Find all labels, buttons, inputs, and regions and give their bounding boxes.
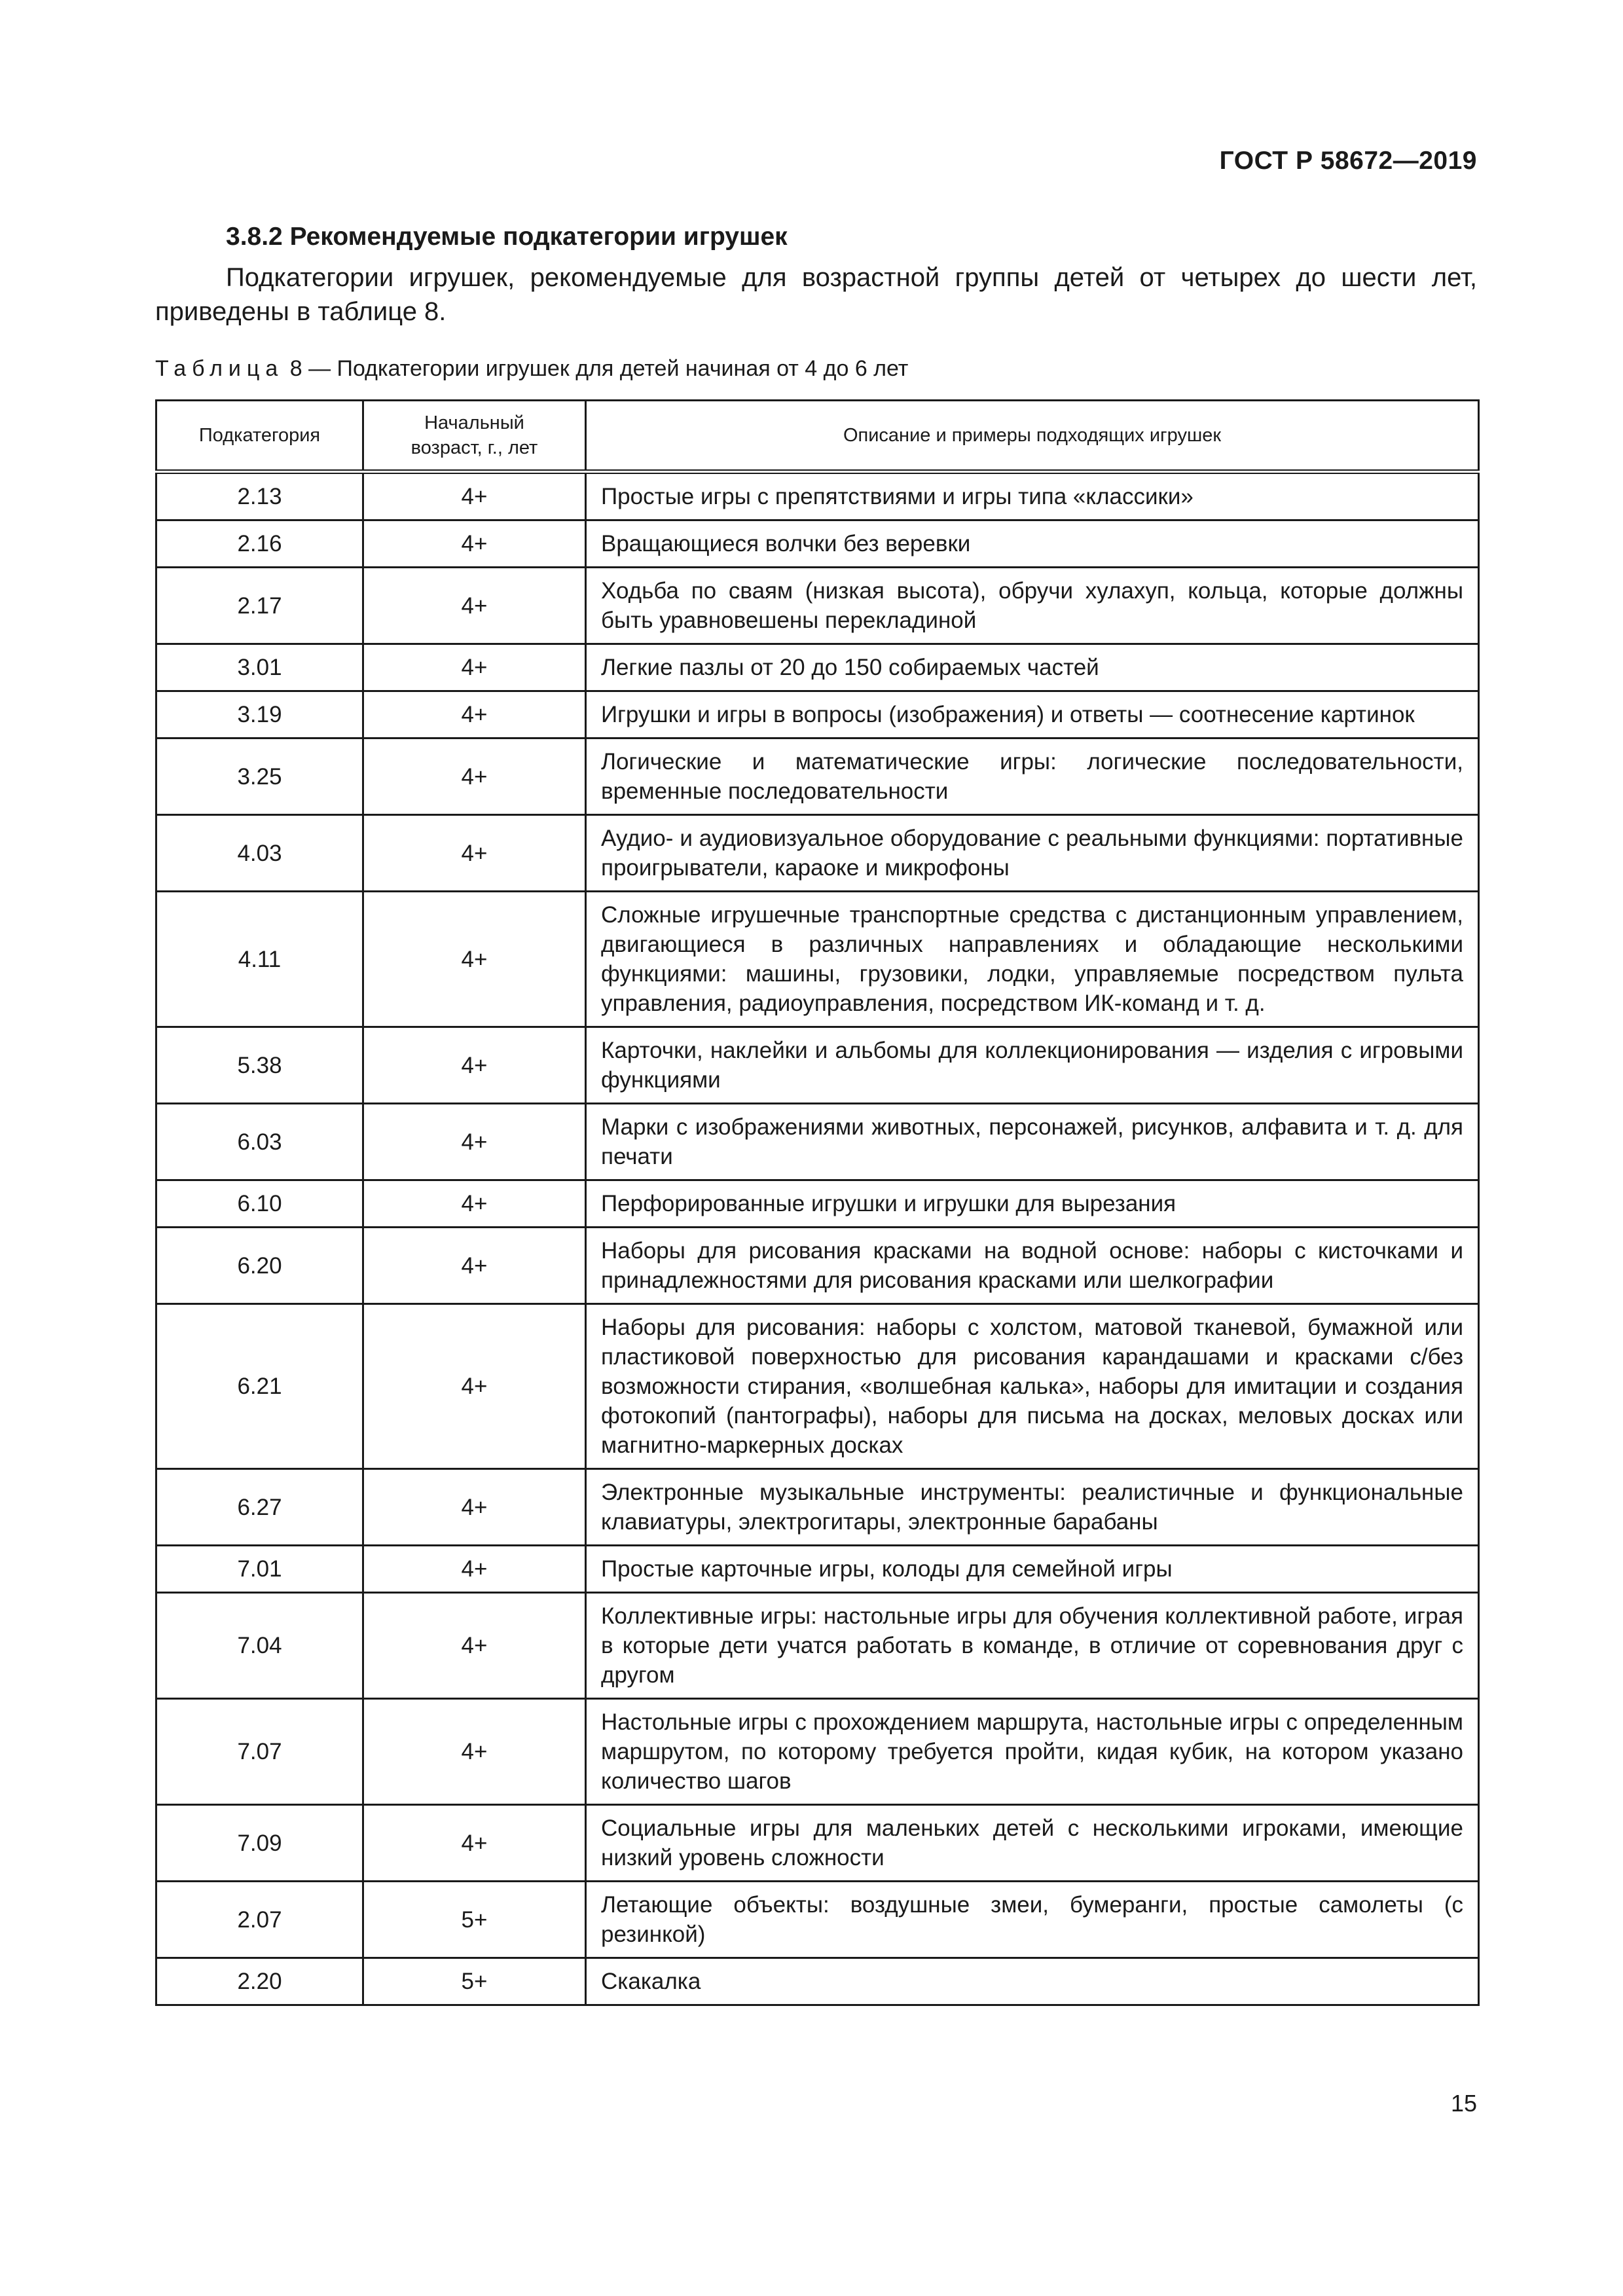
cell-start-age: 4+ [363,815,586,892]
table-row [156,1882,1479,1958]
cell-description: Марки с изображениями животных, персонажей, рисунков, алфавита и т. д. для печати [586,1104,1479,1180]
table-row [156,1304,1479,1469]
table-row [156,1805,1479,1882]
cell-subcategory: 6.27 [156,1469,363,1546]
table-row [156,892,1479,1027]
cell-subcategory: 4.03 [156,815,363,892]
cell-description: Летающие объекты: воздушные змеи, бумеранги, простые самолеты (с резинкой) [586,1882,1479,1958]
table-row [156,1180,1479,1228]
cell-start-age: 5+ [363,1882,586,1958]
table-row [156,1027,1479,1104]
cell-start-age: 4+ [363,1304,586,1469]
table-caption-label: Таблица [155,356,284,381]
cell-subcategory: 3.25 [156,738,363,815]
cell-subcategory: 7.07 [156,1699,363,1805]
cell-start-age: 4+ [363,644,586,691]
cell-subcategory: 6.03 [156,1104,363,1180]
cell-description: Вращающиеся волчки без веревки [586,520,1479,568]
cell-description: Социальные игры для маленьких детей с несколькими игроками, имеющие низкий уровень сложности [586,1805,1479,1882]
table-caption-text: 8 — Подкатегории игрушек для детей начиная от 4 до 6 лет [283,356,909,381]
table-row [156,1104,1479,1180]
table-row [156,1469,1479,1546]
cell-description: Легкие пазлы от 20 до 150 собираемых частей [586,644,1479,691]
cell-start-age: 4+ [363,1104,586,1180]
cell-subcategory: 7.04 [156,1593,363,1699]
table-row [156,1228,1479,1304]
cell-start-age: 4+ [363,1180,586,1228]
cell-subcategory: 4.11 [156,892,363,1027]
page-number: 15 [1450,2090,1477,2117]
cell-start-age: 4+ [363,1027,586,1104]
cell-description: Настольные игры с прохождением маршрута, настольные игры с определенным маршрутом, по которому требуется пройти, кидая кубик, на котором указано количество шагов [586,1699,1479,1805]
table-row [156,472,1479,520]
column-header-start-age: Начальный возраст, г., лет [363,401,586,472]
cell-start-age: 4+ [363,472,586,520]
table-row [156,520,1479,568]
cell-subcategory: 7.09 [156,1805,363,1882]
table-row [156,738,1479,815]
cell-description: Наборы для рисования красками на водной основе: наборы с кисточками и принадлежностями для рисования красками или шелкографии [586,1228,1479,1304]
cell-start-age: 4+ [363,1699,586,1805]
cell-subcategory: 7.01 [156,1546,363,1593]
cell-start-age: 4+ [363,691,586,738]
cell-start-age: 4+ [363,1469,586,1546]
cell-description: Простые карточные игры, колоды для семейной игры [586,1546,1479,1593]
cell-description: Аудио- и аудиовизуальное оборудование с реальными функциями: портативные проигрыватели, караоке и микрофоны [586,815,1479,892]
table-row [156,1593,1479,1699]
cell-description: Ходьба по сваям (низкая высота), обручи хулахуп, кольца, которые должны быть уравновешены перекладиной [586,568,1479,644]
cell-subcategory: 3.01 [156,644,363,691]
table-header-row [156,401,1479,472]
column-header-subcategory: Подкатегория [156,401,363,472]
table-row [156,1546,1479,1593]
cell-subcategory: 2.20 [156,1958,363,2005]
table-row [156,815,1479,892]
cell-start-age: 4+ [363,1593,586,1699]
cell-start-age: 4+ [363,568,586,644]
table-row [156,1958,1479,2005]
cell-subcategory: 2.17 [156,568,363,644]
cell-start-age: 4+ [363,1805,586,1882]
cell-description: Скакалка [586,1958,1479,2005]
intro-paragraph: Подкатегории игрушек, рекомендуемые для возрастной группы детей от четырех до шести лет, приведены в таблице 8. [155,263,1477,326]
cell-subcategory: 2.13 [156,472,363,520]
cell-subcategory: 5.38 [156,1027,363,1104]
cell-description: Карточки, наклейки и альбомы для коллекционирования — изделия с игровыми функциями [586,1027,1479,1104]
cell-subcategory: 6.20 [156,1228,363,1304]
cell-description: Логические и математические игры: логические последовательности, временные последовательности [586,738,1479,815]
subcategory-table [155,399,1480,2006]
table-caption [155,356,908,382]
column-header-description: Описание и примеры подходящих игрушек [586,401,1479,472]
document-code: ГОСТ Р 58672—2019 [1219,147,1477,175]
cell-description: Наборы для рисования: наборы с холстом, матовой тканевой, бумажной или пластиковой поверхностью для рисования карандашами и красками с/без возможности стирания, «волшебная калька», наборы для имитации и создания фотокопий (пантографы), наборы для письма на досках, меловых досках или магнитно-маркерных досках [586,1304,1479,1469]
cell-description: Игрушки и игры в вопросы (изображения) и ответы — соотнесение картинок [586,691,1479,738]
cell-subcategory: 6.10 [156,1180,363,1228]
cell-start-age: 4+ [363,738,586,815]
cell-description: Электронные музыкальные инструменты: реалистичные и функциональные клавиатуры, электрогитары, электронные барабаны [586,1469,1479,1546]
cell-start-age: 4+ [363,520,586,568]
cell-start-age: 4+ [363,892,586,1027]
cell-description: Сложные игрушечные транспортные средства с дистанционным управлением, двигающиеся в различных направлениях и обладающие несколькими функциями: машины, грузовики, лодки, управляемые посредством пульта управления, радиоуправления, посредством ИК-команд и т. д. [586,892,1479,1027]
cell-subcategory: 6.21 [156,1304,363,1469]
cell-description: Простые игры с препятствиями и игры типа «классики» [586,472,1479,520]
table-row [156,568,1479,644]
table-row [156,644,1479,691]
cell-subcategory: 3.19 [156,691,363,738]
cell-description: Перфорированные игрушки и игрушки для вырезания [586,1180,1479,1228]
table-row [156,1699,1479,1805]
table-row [156,691,1479,738]
cell-subcategory: 2.07 [156,1882,363,1958]
cell-subcategory: 2.16 [156,520,363,568]
cell-description: Коллективные игры: настольные игры для обучения коллективной работе, играя в которые дети учатся работать в команде, в отличие от соревнования друг с другом [586,1593,1479,1699]
cell-start-age: 4+ [363,1546,586,1593]
cell-start-age: 5+ [363,1958,586,2005]
cell-start-age: 4+ [363,1228,586,1304]
section-heading: 3.8.2 Рекомендуемые подкатегории игрушек [226,223,788,251]
table-body [156,472,1479,2005]
